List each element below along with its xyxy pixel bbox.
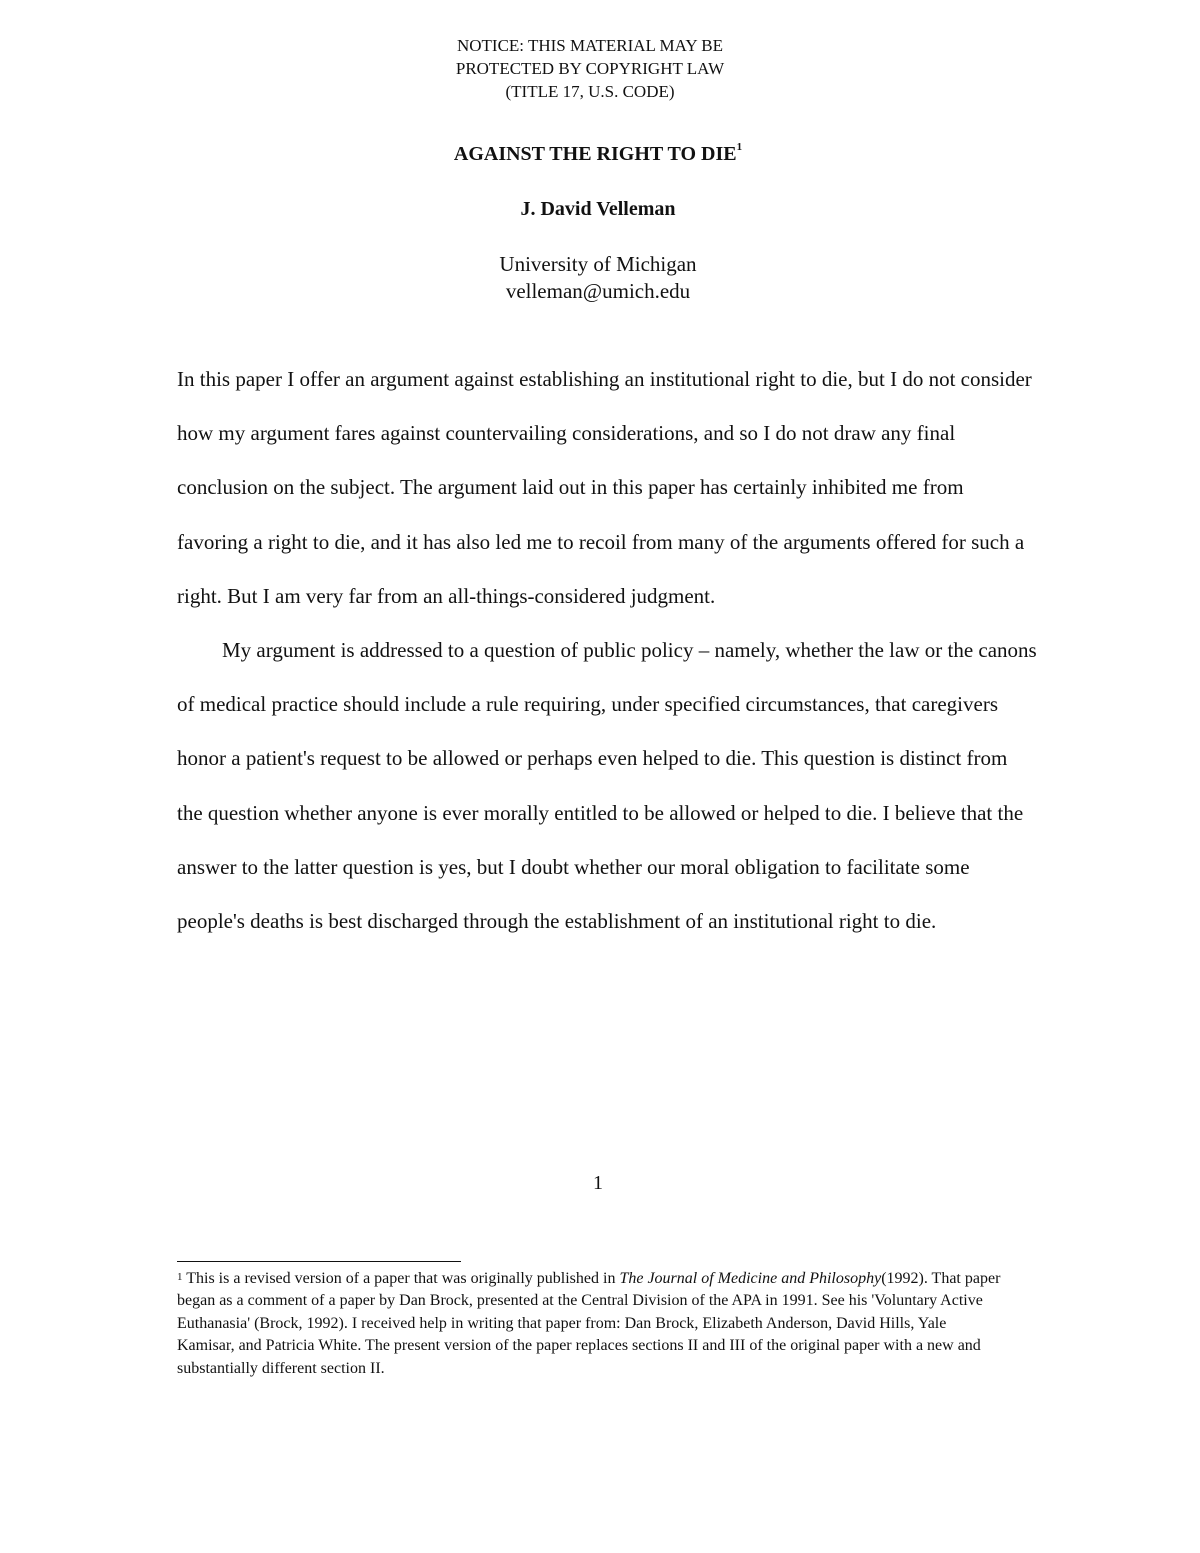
notice-line-1: NOTICE: THIS MATERIAL MAY BE	[456, 36, 724, 55]
title-footnote-marker: 1	[736, 141, 743, 153]
paragraph-1: In this paper I offer an argument against establishing an institutional right to die, but I do not consider how my argument fares against countervailing considerations, and so I do not draw any final conclusion on the subject. The argument laid out in this paper has certainly inhibited me from favoring a right to die, and it has also led me to recoil from many of the arguments offered for such a right. But I am very far from an all-things-considered judgment.	[177, 367, 1032, 608]
notice-line-3: (TITLE 17, U.S. CODE)	[505, 82, 675, 101]
footnote-marker: 1	[177, 1271, 183, 1283]
body-text	[177, 352, 1037, 948]
page-number: 1	[593, 1172, 603, 1194]
footnote-text-after: (1992). That paper began as a comment of a paper by Dan Brock, presented at the Central Division of the APA in 1991. See his 'Voluntary Active Euthanasia' (Brock, 1992). I received help in writing that paper from: Dan Brock, Elizabeth Anderson, David Hills, Yale Kamisar, and Patricia White. The present version of the paper replaces sections II and III of the original paper with a new and substantially different section II.	[177, 1270, 1001, 1377]
footnote	[177, 1268, 1007, 1380]
author-name: J. David Velleman	[520, 198, 676, 220]
title-text: AGAINST THE RIGHT TO DIE	[453, 143, 737, 165]
paper-title	[0, 143, 1196, 166]
footnote-text-before: This is a revised version of a paper that was originally published in	[186, 1270, 620, 1287]
institution: University of Michigan	[499, 252, 697, 276]
affiliation	[0, 251, 1196, 305]
paragraph-2: My argument is addressed to a question of public policy – namely, whether the law or the canons of medical practice should include a rule requiring, under specified circumstances, that caregivers honor a patient's request to be allowed or perhaps even helped to die. This question is distinct from the question whether anyone is ever morally entitled to be allowed or helped to die. I believe that the answer to the latter question is yes, but I doubt whether our moral obligation to facilitate some people's deaths is best discharged through the establishment of an institutional right to die.	[177, 638, 1037, 934]
author-email: velleman@umich.edu	[505, 279, 691, 303]
notice-line-2: PROTECTED BY COPYRIGHT LAW	[455, 59, 725, 78]
footnote-journal-title: The Journal of Medicine and Philosophy	[619, 1270, 882, 1287]
footnote-divider	[177, 1261, 461, 1262]
copyright-notice	[0, 34, 1180, 103]
